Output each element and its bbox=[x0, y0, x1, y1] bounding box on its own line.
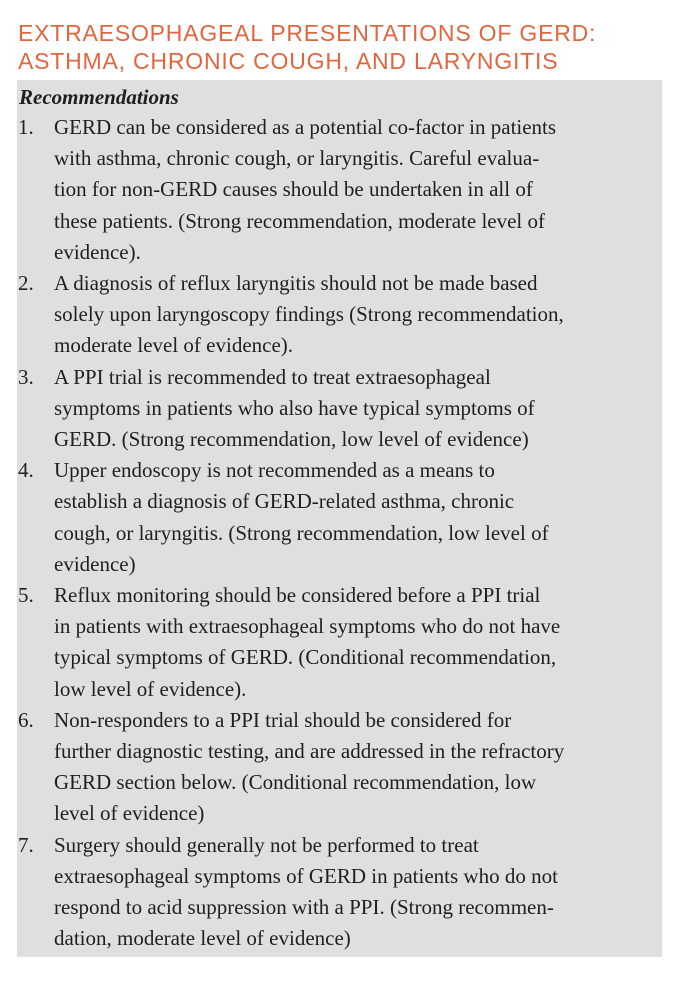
recommendation-text-line: cough, or laryngitis. (Strong recommendation, low level of bbox=[54, 520, 549, 545]
recommendation-number: 1. bbox=[18, 115, 34, 139]
recommendation-text-line: moderate level of evidence). bbox=[54, 333, 294, 358]
recommendation-item bbox=[17, 362, 667, 456]
recommendation-text-line: Non-responders to a PPI trial should be considered for bbox=[54, 707, 512, 732]
recommendation-text-line: with asthma, chronic cough, or laryngitis. Careful evalua- bbox=[54, 146, 540, 171]
recommendation-number: 5. bbox=[18, 583, 34, 608]
recommendation-text-line: A PPI trial is recommended to treat extraesophageal bbox=[54, 364, 491, 389]
recommendation-item bbox=[17, 455, 667, 580]
recommendation-item bbox=[17, 580, 667, 705]
recommendation-text-line: low level of evidence). bbox=[54, 676, 247, 701]
recommendation-number: 4. bbox=[18, 458, 34, 483]
recommendation-text-line: solely upon laryngoscopy findings (Strong recommendation, bbox=[54, 302, 564, 327]
recommendation-number: 2. bbox=[18, 271, 34, 296]
recommendation-text-line: dation, moderate level of evidence) bbox=[54, 926, 351, 951]
recommendation-text-line: evidence). bbox=[54, 239, 141, 264]
recommendation-text-line: establish a diagnosis of GERD-related asthma, chronic bbox=[54, 489, 515, 514]
section-heading-line-1: EXTRAESOPHAGEAL PRESENTATIONS OF GERD: bbox=[18, 20, 597, 46]
recommendation-item bbox=[17, 112, 667, 268]
recommendation-text-line: GERD can be considered as a potential co-factor in patients bbox=[54, 115, 557, 139]
recommendation-text-line: typical symptoms of GERD. (Conditional recommendation, bbox=[54, 645, 557, 670]
recommendation-number: 6. bbox=[18, 707, 34, 732]
recommendation-text-line: evidence) bbox=[54, 551, 136, 576]
recommendation-text-line: tion for non-GERD causes should be undertaken in all of bbox=[54, 177, 533, 202]
recommendation-item bbox=[17, 705, 667, 830]
section-heading bbox=[18, 19, 596, 75]
recommendation-number: 7. bbox=[18, 832, 34, 857]
recommendation-item bbox=[17, 830, 667, 955]
recommendation-text-line: Upper endoscopy is not recommended as a means to bbox=[54, 458, 495, 483]
recommendation-number: 3. bbox=[18, 364, 34, 389]
recommendations-title: Recommendations bbox=[19, 85, 179, 109]
recommendation-text-line: GERD section below. (Conditional recommendation, low bbox=[54, 770, 537, 795]
recommendation-text-line: extraesophageal symptoms of GERD in patients who do not bbox=[54, 863, 558, 888]
recommendation-text-line: A diagnosis of reflux laryngitis should not be made based bbox=[54, 271, 538, 296]
recommendation-text-line: in patients with extraesophageal symptoms who do not have bbox=[54, 614, 561, 639]
recommendation-text-line: respond to acid suppression with a PPI. (Strong recommen- bbox=[54, 895, 554, 920]
recommendation-text-line: GERD. (Strong recommendation, low level of evidence) bbox=[54, 427, 529, 452]
recommendation-item bbox=[17, 268, 667, 362]
recommendation-text-line: further diagnostic testing, and are addressed in the refractory bbox=[54, 739, 565, 764]
recommendation-text-line: these patients. (Strong recommendation, moderate level of bbox=[54, 208, 546, 233]
recommendations-list bbox=[17, 112, 667, 954]
recommendation-text-line: level of evidence) bbox=[54, 801, 205, 826]
recommendation-text-line: Surgery should generally not be performed to treat bbox=[54, 832, 479, 857]
section-heading-line-2: ASTHMA, CHRONIC COUGH, AND LARYNGITIS bbox=[18, 48, 559, 74]
recommendation-text-line: symptoms in patients who also have typical symptoms of bbox=[54, 395, 535, 420]
recommendation-text-line: Reflux monitoring should be considered before a PPI trial bbox=[54, 583, 541, 608]
